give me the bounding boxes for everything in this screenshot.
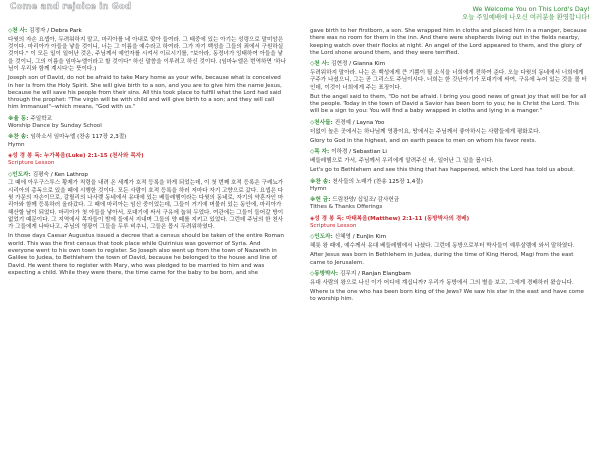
angel-reader-heading [310, 61, 588, 68]
role-label: ◇동방박사: [310, 271, 339, 278]
item-label: ※찬 송: [8, 134, 29, 141]
scripture-lesson-heading [8, 153, 286, 168]
leader-text-english: In those days Caesar Augustus issued a decree that a census should be taken of the entire Roman world. This was the first census that took place while Quirinius was governor of Syria. And everyone went to his own town to register. So Joseph also went up from the town of Nazareth in Galilee to Judea, to Bethlehem the town of David, because he belonged to the house and line of David. He went there to register with Mary, who was pledged to be married to him and was expecting a child. While they were there, the time came for the baby to be born, and she [8, 233, 284, 276]
welcome-message [462, 5, 590, 21]
hymn-item [310, 179, 588, 194]
angel-text-english: But the angel said to them, "Do not be afraid. I bring you good news of great joy that will be for all the people. Today in the town of David a Savior has been born to you; he is Christ the Lord. This will be a sign to you: You will find a baby wrapped in cloths and lying in a manger." [310, 93, 587, 115]
ref-english: Scripture Lesson [310, 223, 357, 230]
ref-label: ◈성 경 봉 독: [310, 215, 344, 222]
reader-name: 김무지 / Ranjan Elangbam [340, 271, 411, 278]
angel-text-english: Joseph son of David, do not be afraid to take Mary home as your wife, because what is conceived in her is from the Holy Spirit. She will give birth to a son, and you are to give him the name Jesus, because he will save his people from their sins. All this took place to fulfill what the Lord had said through the prophet: "The virgin will be with child and will give birth to a son; and they will call him Immanuel"--which means, "God with us." [8, 75, 282, 111]
angel-reader-heading [8, 28, 286, 35]
ref-english: Scripture Lesson [8, 160, 55, 167]
role-label: ◇인도자: [8, 171, 31, 178]
role-label: ◇천 사: [310, 61, 330, 68]
ref-label: ◈성 경 봉 독: [8, 152, 42, 159]
role-label: ◇천사들: [310, 119, 333, 126]
item-label: ※찬 송: [310, 178, 331, 185]
ref-passage: 누가복음(Luke) 2:1-15 (천사와 목자) [43, 152, 144, 159]
leader-heading [310, 234, 588, 241]
hymn-item [8, 134, 286, 149]
role-label: ◇천 사: [8, 28, 28, 34]
shepherd-text-english: Let's go to Bethlehem and see this thing that has happened, which the Lord has told us about. [310, 167, 576, 174]
item-english: Worship Dance by Sunday School [8, 123, 102, 130]
offering-item [310, 197, 588, 212]
offering-english: Tithes & Thanks Offerings [310, 204, 383, 211]
reader-name: 김평숙 / Ken Lathrop [32, 171, 88, 178]
magi-text-english: Where is the one who has been born king of the Jews? We saw his star in the east and have come to worship him. [310, 289, 584, 303]
angel-text-korean: 두려워하지 말아라. 나는 온 백성에게 큰 기쁨이 될 소식을 너희에게 전하여 준다. 오늘 다윗의 동네에서 너희에게 구주가 나셨으니, 그는 곧 그리스도 주님이시다. 너희는 한 갓난아기가 포대기에 싸여, 구유에 누어 있는 것을 볼 터인데, 이것이 너희에게 주는 표징이다. [310, 69, 587, 91]
item-korean: 주일학교 [30, 115, 53, 122]
magi-reader-heading [310, 271, 588, 278]
offering-korean: 드림찬양/ 십일조/ 감사헌금 [332, 197, 400, 204]
hymn-title: 임하소서 임마누엘 (찬송 117장 2,3절) [30, 134, 127, 141]
reader-name: 진경예 / Layna Yoo [334, 119, 385, 126]
item-label: ※헌 금: [310, 197, 331, 204]
leader-heading [8, 172, 286, 179]
bulletin-title: Come and rejoice in God [10, 2, 132, 12]
hymn-english: Hymn [310, 185, 327, 192]
scripture-lesson-heading [310, 216, 588, 231]
role-label: ◇인도자: [310, 234, 333, 241]
angel-text-korean: 다윗의 자손 요셉아, 두려워하지 말고, 마리아를 네 아내로 맞아 들여라. 그 태중에 있는 아기는 성령으로 말미암은 것이다. 마리아가 아들을 낳을 것이니, 너는 그 이름을 예수라고 하여라. 그가 자기 백성을 그들의 죄에서 구원하실 것이다." 이 모든 일이 일어난 것은, 주님께서 예언자를 시켜서 이르시기를, "보아라, 동정녀가 잉태하여 아들을 낳을 것이니, 그의 이름을 임마누엘이라고 할 것이다" 하신 말씀을 이루려고 하신 것이다. (임마누엘은 번역하면 '하나님이 우리와 함께 계시다'는 뜻이다.) [8, 36, 286, 72]
reader-name: 이하경 / Sebastian Li [331, 149, 387, 156]
angels-reader-heading [310, 120, 588, 127]
angels-text-english: Glory to God in the highest, and on earth peace to men on whom his favor rests. [310, 137, 537, 144]
shepherd-text-korean: 베들레헴으로 가서, 주님께서 우리에게 알려주신 바, 일어난 그 일을 봅시다. [310, 157, 494, 164]
item-label: ※율 동: [8, 115, 29, 122]
hymn-english: Hymn [8, 141, 25, 148]
reader-name: 김정자 / Debra Park [29, 28, 82, 34]
ref-passage: 마태복음(Matthew) 2:1-11 (동방박사의 경배) [345, 215, 470, 222]
leader-text-english: After Jesus was born in Bethlehem in Judea, during the time of King Herod, Magi from the east came to Jerusalem. [310, 252, 574, 266]
shepherd-reader-heading [310, 149, 588, 156]
continued-text-english: gave birth to her firstborn, a son. She wrapped him in cloths and placed him in a manger, because there was no room for them in the inn. And there were shepherds living out in the fields nearby, keeping watch over their flocks at night. An angel of the Lord appeared to them, and the glory of the Lord shone around them, and they were terrified. [310, 28, 587, 56]
welcome-english: We Welcome You on This Lord's Day! [472, 5, 590, 13]
leader-text-korean: 그 때에 아우구스투스 황제가 칙령을 내려 온 세계가 호적 등록을 하게 되었는데, 이 첫 번째 호적 등록은 구레뇨가 시리아의 총독으로 있을 때에 시행한 것이다. 모든 사람이 호적 등록을 하러 저마다 자기 고향으로 갔다. 요셉은 다윗 가문의 자손이므로, 갈릴리의 나사렛 동네에서 유대에 있는 베들레헴이라는 다윗의 동네로, 자기의 약혼자인 마리아와 함께 등록하러 올라갔다. 그 때에 마리아는 임신 중이었는데, 그들이 거기에 머물러 있는 동안에, 마리아가 해산할 날이 되었다. 마리아가 첫 아들을 낳아서, 포대기에 싸서 구유에 눕혀 두었다. 여관에는 그들이 들어갈 방이 없었기 때문이다. 그 지역에서 목자들이 밤에 들에서 지내며 그들의 양 떼를 지키고 있었다. 그런데 주님의 한 천사가 그들에게 나타나고, 주님의 영광이 그들을 두루 비추니, 그들은 몹시 두려워하였다. [8, 180, 284, 231]
right-column [310, 28, 588, 306]
header [0, 0, 600, 30]
left-column [8, 28, 286, 279]
hymn-title: 천사들의 노래가 (찬송 125장 1,4절) [332, 178, 423, 185]
welcome-korean: 오늘 주일예배에 나오신 여러분을 환영합니다! [462, 13, 590, 21]
role-label: ◇목 자: [310, 149, 330, 156]
worship-dance-item [8, 116, 286, 131]
leader-text-korean: 헤롯 왕 때에, 예수께서 유대 베들레헴에서 나셨다. 그런데 동방으로부터 박사들이 예루살렘에 와서 말하였다. [310, 243, 575, 250]
angels-text-korean: 더없이 높은 곳에서는 하나님께 영광이요, 땅에서는 주님께서 좋아하시는 사람들에게 평화로다. [310, 128, 541, 135]
magi-text-korean: 유대 사람의 왕으로 나신 이가 어디에 계십니까? 우리가 동방에서 그의 별을 보고, 그에게 경배하러 왔습니다. [310, 279, 574, 286]
reader-name: 신혜영 / EunJin Kim [334, 234, 387, 241]
reader-name: 김현정 / Gianna Kim [331, 61, 386, 68]
